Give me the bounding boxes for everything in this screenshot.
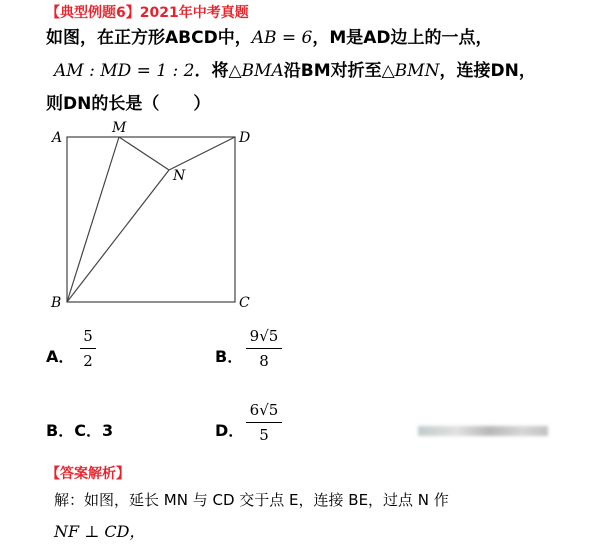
triangle-bmn: △BMN <box>381 61 440 81</box>
segment-bm <box>67 137 119 302</box>
triangle-bma: △BMA <box>228 61 284 81</box>
square-abcd <box>67 137 235 302</box>
solution-line-2: NF ⊥ CD， <box>54 522 146 541</box>
example-tag: 【典型例题6】2021年中考真题 <box>46 5 249 21</box>
segment-mn <box>119 137 169 170</box>
question-line-2: AM : MD = 1 : 2．将△BMA沿BM对折至△BMN，连接DN， <box>54 61 536 81</box>
label-d: D <box>239 130 251 146</box>
solution-tag: 【答案解析】 <box>46 466 130 482</box>
label-c: C <box>239 295 250 311</box>
ab-equation: AB = 6 <box>251 28 313 48</box>
option-d-label[interactable]: D． <box>215 421 245 440</box>
segment-bn <box>67 170 169 302</box>
question-line-3: 则DN的长是（ ） <box>46 94 211 114</box>
option-d-fraction: 6√5 5 <box>246 400 282 445</box>
label-m: M <box>112 120 127 136</box>
segment-nd <box>169 137 235 170</box>
option-c-label[interactable]: B．C．3 <box>46 421 114 440</box>
label-b: B <box>51 295 62 311</box>
label-a: A <box>52 130 63 146</box>
option-b-label[interactable]: B． <box>215 347 244 366</box>
watermark-blur <box>418 426 548 436</box>
label-n: N <box>173 168 186 184</box>
ratio: AM : MD = 1 : 2 <box>54 61 195 81</box>
option-b-fraction: 9√5 8 <box>246 326 282 371</box>
square-name: ABCD <box>165 28 218 48</box>
option-a-label[interactable]: A． <box>46 347 75 366</box>
question-line-1: 如图，在正方形ABCD中，AB = 6，M是AD边上的一点， <box>46 28 493 48</box>
solution-line-1: 解：如图，延长 MN 与 CD 交于点 E，连接 BE，过点 N 作 <box>54 491 449 509</box>
option-a-fraction: 5 2 <box>80 326 96 371</box>
